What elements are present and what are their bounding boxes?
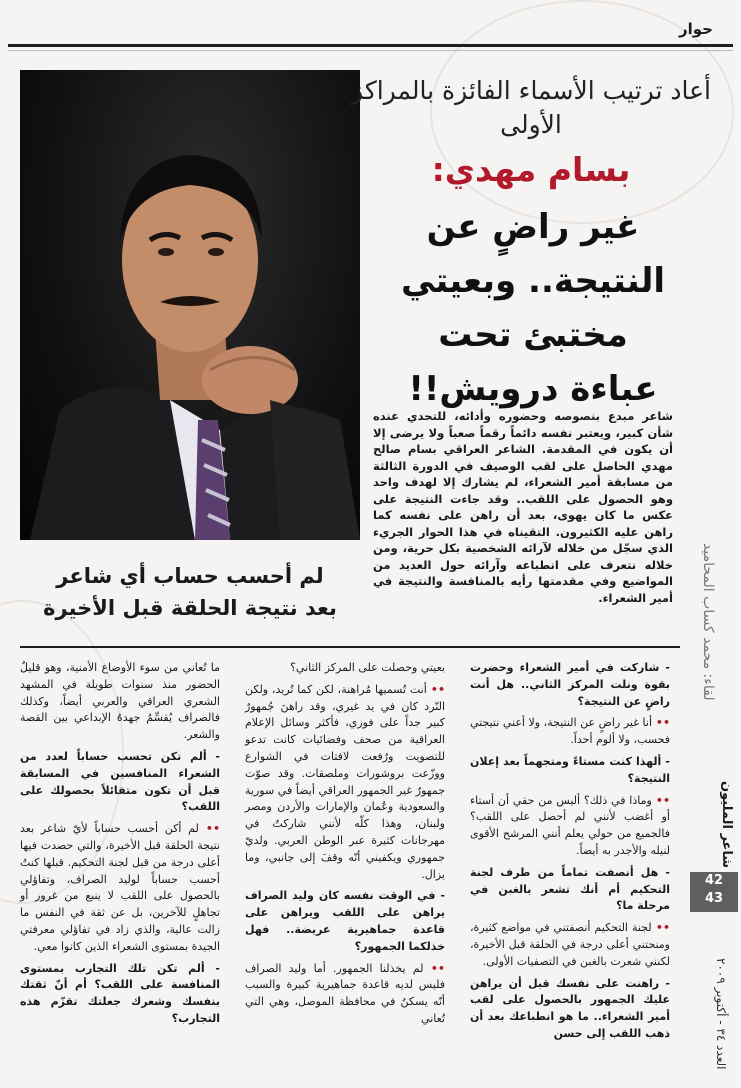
paragraph-text: - ألهذا كنت مستاءً ومتجهماً بعد إعلان النتيجة؟ <box>470 754 670 785</box>
byline: لقاء: محمد كساب المحاميد <box>700 542 716 700</box>
interviewee-name: بسام مهدي: <box>431 150 631 189</box>
paragraph-text: - هل أنصفت تماماً من طرف لجنة التحكيم أم أنك تشعر بالغبن في مرحلة ما؟ <box>470 865 670 913</box>
interview-answer <box>20 821 220 955</box>
answer-bullet-icon: •• <box>423 961 445 975</box>
paragraph-text: أنا غير راضٍ عن النتيجة، ولا أعني نتيجتي فحسب، ولا ألوم أحداً. <box>470 716 670 747</box>
headline-line: غير راضٍ عن <box>426 207 640 247</box>
paragraph-text: - راهنت على نفسك قبل أن يراهن عليك الجمهور بالحصول على لقب أمير الشعراء.. ما هو انطباعك بعد أن ذهب اللقب إلى حسن <box>470 976 670 1040</box>
section-label: حوار <box>679 20 713 38</box>
headline-line: مختبئ تحت <box>438 315 628 355</box>
paragraph-text: لم يخذلنا الجمهور. أما وليد الصراف فليس لديه قاعدة جماهيرية كبيرة والسبب أنّه يسكنُ في محافظة الموصل، وهي التي تُعاني <box>245 961 445 1025</box>
interview-question <box>470 660 670 710</box>
interview-question <box>470 976 670 1043</box>
page-numbers: 42 43 <box>690 872 738 912</box>
paragraph-text: - ألم تكن تلك التجارب بمستوى المنافسة على اللقب؟ أم أنّ ثقتك بنفسك وشعرك جعلتك تقزّم هذه التجارب؟ <box>20 961 220 1025</box>
paragraph-text: - في الوقت نفسه كان وليد الصراف يراهن على اللقب ويراهن على قاعدة جماهيرية عريضة.. فهل خذلكما الجمهور؟ <box>245 889 445 953</box>
column-divider <box>20 646 680 648</box>
column-left <box>20 660 220 1033</box>
paragraph-text: وماذا في ذلك؟ أليس من حقي أن أستاء أو أغضب لأنني لم أحصل على اللقب؟ فالجميع من حولي يعلم أنني المرشح الأقوى لنيله والأجدر به أيضاً. <box>470 793 670 857</box>
pull-quote-line: لم أحسب حساب أي شاعر <box>56 564 324 588</box>
interview-question <box>20 961 220 1028</box>
paragraph-text: بعيتي وحصلت على المركز الثاني؟ <box>290 661 445 674</box>
interview-answer <box>470 920 670 970</box>
portrait-photo <box>20 70 360 540</box>
paragraph-text: أنت تُسميها مُراهنة، لكن كما تُريد، ولكن النّرد كان في يد غيري، وقد راهنَ جُمهورٌ كبير جداً على فوزي، فأكثر وسائل الإعلام العراقية من صحف وفضائيات كانت تدعو للتصويت ورُفعت لافتات في الشوارع ووزّعت بروشورات وملصقات. وقد صوّت جمهورٌ غير الجمهور العراقي أيضاً في سورية والسعودية وعُمان والإمارات والأردن ومصر ولبنان، وهذا كلّه لأنني شاركتُ في مهرجانات كثيرة عبر الوطن العربي. ولديّ جمهوري ويكفيني أنّه وقفَ إلى جانبي، وما يزال. <box>245 682 445 881</box>
interview-question <box>245 888 445 955</box>
interview-answer <box>245 961 445 1028</box>
column-middle <box>245 660 445 1033</box>
interview-answer <box>470 793 670 860</box>
headline-kicker: أعاد ترتيب الأسماء الفائزة بالمراكز الأولى <box>351 76 711 139</box>
paragraph-text: - شاركت في أمير الشعراء وحضرت بقوة ونلت المركز الثاني.. هل أنت راضٍ عن النتيجة؟ <box>470 661 670 708</box>
headline-line: عباءة درويش!! <box>408 369 658 409</box>
answer-bullet-icon: •• <box>426 682 445 696</box>
interview-answer <box>245 682 445 884</box>
column-right <box>470 660 670 1048</box>
intro-paragraph: شاعر مبدع بنصوصه وحضوره وأدائه، للتحدي عنده شأن كبير، ويعتبر نفسه دائماً رقماً صعباً ولا يرضى إلا أن يكون في المقدمة. الشاعر العراقي بسام صالح مهدي الحاصل على لقب الوصيف في الدورة الثالثة من مسابقة أمير الشعراء، لم يشارك إلا لهدف واحد وهو الحصول على اللقب.. وقد جاءت النتيجة على عكس ما كان يهوى، بعد أن راهن على نفسه كما راهن عليه الكثيرون. التقيناه في هذا الحوار الجريء الذي سجّل من خلاله لآرائه الشخصية بكل حرية، ومن خلاله نتعرف على انطباعه وآرائه حول العديد من المواضيع وفي مقدمتها رأيه بالمنافسة والنتيجة في أمير الشعراء. <box>373 409 673 605</box>
answer-bullet-icon: •• <box>651 921 670 935</box>
answer-bullet-icon: •• <box>652 716 670 730</box>
paragraph-text: لم أكن أحسب حساباً لأيّ شاعر بعد نتيجة الحلقة قبل الأخيرة، والتي حصدت فيها أعلى درجة من قبل لجنة التحكيم. قبلها كنتُ أحسب حساباً لوليد الصراف، وتفاؤلي بالحصول على اللقب لا ينبع من غرور أو تجاهلٍ للآخرين، بل عن ثقة في النفس ما زالت عالية، والذي زاد في تفاؤلي معرفتي الجيدة بمستوى الشعراء الذين كانوا معي. <box>20 822 220 953</box>
paragraph-text: لجنة التحكيم أنصفتني في مواضع كثيرة، ومنحتني أعلى درجة في الحلقة قبل الأخيرة، لكنني شعرت بالغبن في التصفيات الأولى. <box>470 921 670 968</box>
pull-quote-line: بعد نتيجة الحلقة قبل الأخيرة <box>43 596 337 620</box>
interview-answer <box>470 715 670 749</box>
pull-quote <box>20 560 360 624</box>
interview-question <box>20 749 220 816</box>
interview-question <box>470 865 670 915</box>
answer-bullet-icon: •• <box>198 822 220 836</box>
headline-title <box>353 200 713 416</box>
issue-info: العدد ٣٤ - أكتوبر ٢٠٠٩ <box>714 958 728 1070</box>
portrait-illustration <box>20 70 360 540</box>
top-thin-rule <box>8 50 733 51</box>
interview-answer <box>20 660 220 744</box>
paragraph-text: ما تُعاني من سوء الأوضاع الأمنية، وهو قليلُ الحضور منذ سنوات طويلة في المشهد الشعري العراقي والعربي أيضاً، وكذلك فالصراف يُقسِّمُ جهدهُ الإبداعي بين القصة والشعر. <box>20 661 220 742</box>
answer-bullet-icon: •• <box>651 793 670 807</box>
interview-answer <box>245 660 445 677</box>
interview-question <box>470 754 670 788</box>
headline-line: النتيجة.. وبعيتي <box>400 261 666 301</box>
paragraph-text: - ألم تكن تحسب حساباً لعدد من الشعراء المنافسين في المسابقة قبل أن تكون متفائلاً بحصولك على اللقب؟ <box>20 749 220 814</box>
magazine-name: شاعر المليون <box>719 781 734 869</box>
top-rule <box>8 44 733 47</box>
